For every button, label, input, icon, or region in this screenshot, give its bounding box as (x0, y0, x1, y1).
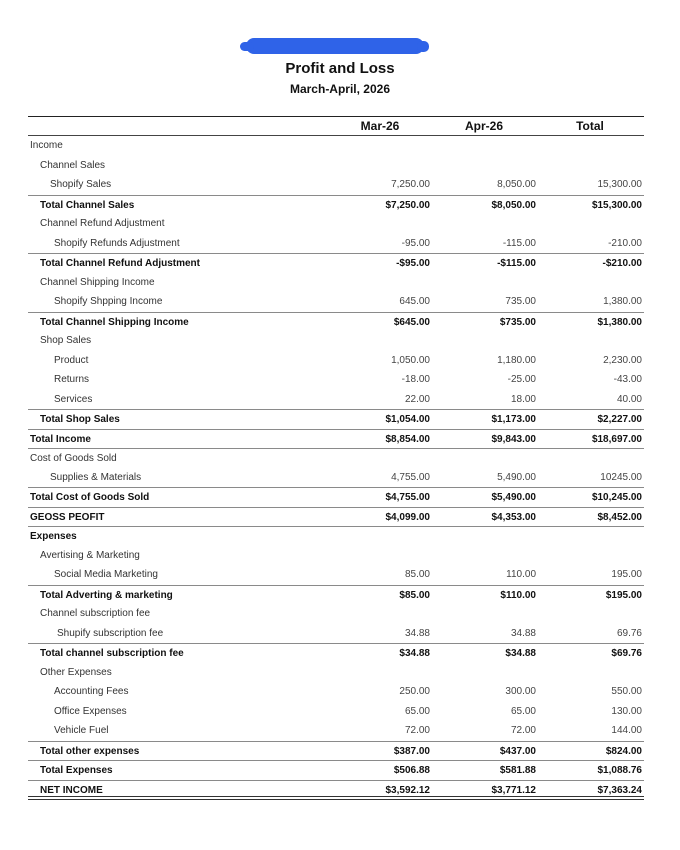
row-value-apr: -25.00 (507, 374, 536, 385)
row-value-mar: -$95.00 (396, 258, 430, 269)
redacted-company-name (246, 38, 424, 54)
table-row (28, 487, 644, 508)
row-label: Expenses (30, 531, 77, 542)
table-row (28, 741, 644, 762)
row-label: Product (54, 354, 89, 366)
row-label: Total Shop Sales (40, 414, 120, 425)
row-value-apr: $437.00 (499, 745, 536, 757)
row-value-apr: 1,180.00 (497, 354, 536, 366)
row-value-apr: $110.00 (500, 589, 536, 601)
table-row (28, 702, 644, 722)
row-value-apr: 34.88 (510, 627, 536, 639)
row-label: Accounting Fees (54, 686, 129, 697)
row-label: Other Expenses (40, 666, 112, 678)
row-value-apr: 18.00 (510, 393, 536, 405)
row-value-mar: $7,250.00 (385, 199, 430, 211)
row-value-apr: 300.00 (505, 686, 536, 697)
row-label: NET INCOME (40, 784, 103, 796)
row-value-total: 130.00 (611, 705, 642, 717)
row-value-mar: $387.00 (393, 745, 430, 757)
row-label: Office Expenses (54, 705, 127, 717)
row-label: Total channel subscription fee (40, 648, 184, 659)
row-value-apr: $5,490.00 (491, 492, 536, 503)
row-value-total: $18,697.00 (591, 433, 642, 445)
column-header-apr: Apr-26 (464, 119, 503, 133)
row-value-apr: $9,843.00 (491, 433, 536, 445)
table-row (28, 253, 644, 274)
row-label: Total Cost of Goods Sold (30, 492, 150, 503)
row-value-apr: $735.00 (499, 316, 536, 328)
row-value-mar: 1,050.00 (391, 354, 430, 366)
row-value-mar: 645.00 (399, 296, 430, 307)
row-value-total: $15,300.00 (591, 199, 642, 211)
report-title: Profit and Loss (285, 60, 395, 77)
row-value-total: 10245.00 (600, 471, 642, 483)
table-row (28, 448, 644, 469)
table-row (28, 175, 644, 195)
row-label: Total Channel Shipping Income (40, 316, 189, 328)
row-label: Shupify subscription fee (57, 627, 164, 639)
row-value-total: $8,452.00 (597, 511, 642, 523)
table-row (28, 721, 644, 741)
row-value-total: $824.00 (605, 745, 642, 757)
row-label: Income (30, 140, 63, 151)
net-income-double-rule (28, 796, 644, 797)
row-value-apr: 5,490.00 (497, 471, 536, 483)
row-value-apr: $1,173.00 (491, 414, 536, 425)
row-value-mar: $1,054.00 (385, 414, 430, 425)
table-row (28, 351, 644, 371)
row-label: Channel Shipping Income (40, 276, 155, 288)
row-label: Shopify Shpping Income (54, 296, 163, 307)
table-row (28, 292, 644, 312)
row-value-apr: -115.00 (502, 237, 536, 249)
row-value-mar: 4,755.00 (391, 471, 430, 483)
row-label: Shopify Sales (50, 179, 112, 190)
row-label: Shopify Refunds Adjustment (54, 237, 180, 249)
row-value-mar: 250.00 (399, 686, 430, 697)
row-value-mar: 72.00 (404, 725, 430, 736)
row-label: Total Channel Sales (40, 199, 135, 211)
row-value-apr: $581.88 (499, 765, 536, 776)
row-value-total: 40.00 (616, 393, 642, 405)
report-period: March-April, 2026 (289, 82, 391, 96)
row-value-total: -43.00 (613, 374, 642, 385)
row-label: Total Channel Refund Adjustment (40, 258, 200, 269)
table-row (28, 624, 644, 644)
net-income-double-rule-2 (28, 799, 644, 800)
row-label: Avertising & Marketing (40, 549, 140, 561)
table-row (28, 565, 644, 585)
row-value-apr: 110.00 (506, 569, 536, 580)
row-label: Shop Sales (40, 335, 92, 346)
row-value-apr: -$115.00 (497, 258, 536, 269)
row-label: Vehicle Fuel (54, 725, 109, 736)
row-label: Services (54, 393, 93, 405)
table-row (28, 136, 644, 156)
row-value-mar: $85.00 (399, 589, 430, 601)
row-value-apr: 72.00 (510, 725, 536, 736)
row-value-total: 1,380.00 (603, 296, 642, 307)
row-value-total: $195.00 (605, 589, 642, 601)
table-row (28, 370, 644, 390)
table-row (28, 682, 644, 702)
header-top-rule (28, 116, 644, 117)
table-row (28, 585, 644, 606)
row-value-apr: $34.88 (505, 648, 536, 659)
column-header-mar: Mar-26 (360, 119, 400, 133)
row-value-mar: -18.00 (401, 374, 430, 385)
row-value-apr: $8,050.00 (491, 199, 536, 211)
table-row (28, 214, 644, 234)
row-value-total: $1,088.76 (597, 765, 642, 776)
row-value-mar: 34.88 (404, 627, 430, 639)
row-value-mar: $506.88 (393, 765, 430, 776)
row-value-apr: $4,353.00 (491, 511, 536, 523)
table-row (28, 663, 644, 683)
table-row (28, 234, 644, 254)
row-value-mar: $34.88 (399, 648, 430, 659)
table-row (28, 604, 644, 624)
table-row (28, 390, 644, 410)
column-header-total: Total (576, 119, 604, 133)
row-value-apr: 735.00 (505, 296, 536, 307)
row-value-total: $2,227.00 (597, 414, 642, 425)
table-row (28, 507, 644, 528)
row-value-total: $69.76 (611, 648, 642, 659)
row-value-mar: 85.00 (404, 569, 430, 580)
row-label: Channel Sales (40, 159, 106, 171)
row-value-mar: 22.00 (404, 393, 430, 405)
row-value-mar: $4,755.00 (385, 492, 430, 503)
row-value-mar: 65.00 (404, 705, 430, 717)
table-row (28, 526, 644, 547)
table-row (28, 468, 644, 488)
row-label: Channel subscription fee (40, 608, 151, 619)
row-value-total: -210.00 (608, 237, 642, 249)
table-row (28, 429, 644, 450)
row-label: Total Expenses (40, 765, 113, 776)
row-label: Social Media Marketing (54, 569, 158, 580)
table-row (28, 409, 644, 430)
table-row (28, 273, 644, 293)
row-label: GEOSS PEOFIT (30, 511, 105, 523)
row-value-apr: $3,771.12 (491, 784, 536, 796)
row-value-mar: $4,099.00 (385, 511, 430, 523)
row-label: Cost of Goods Sold (30, 453, 117, 464)
row-value-total: 144.00 (611, 725, 642, 736)
row-label: Total other expenses (40, 745, 140, 757)
table-row (28, 195, 644, 216)
table-row (28, 643, 644, 664)
table-row (28, 760, 644, 781)
table-row (28, 331, 644, 351)
row-value-total: $1,380.00 (597, 316, 642, 328)
row-value-mar: $8,854.00 (385, 433, 430, 445)
row-value-mar: 7,250.00 (391, 179, 430, 190)
row-value-total: -$210.00 (602, 258, 642, 269)
row-label: Channel Refund Adjustment (40, 218, 165, 229)
row-value-total: 195.00 (611, 569, 642, 580)
row-value-mar: $3,592.12 (385, 784, 430, 796)
row-value-apr: 65.00 (510, 705, 536, 717)
row-value-mar: $645.00 (393, 316, 430, 328)
row-label: Returns (54, 374, 90, 385)
table-row (28, 312, 644, 333)
row-value-total: 15,300.00 (597, 179, 642, 190)
row-label: Total Adverting & marketing (40, 589, 173, 601)
row-value-mar: -95.00 (401, 237, 430, 249)
row-value-apr: 8,050.00 (497, 179, 536, 190)
row-value-total: 2,230.00 (603, 354, 642, 366)
row-value-total: $7,363.24 (597, 784, 642, 796)
table-row (28, 546, 644, 566)
row-label: Supplies & Materials (50, 471, 142, 483)
row-value-total: 550.00 (611, 686, 642, 697)
row-value-total: 69.76 (616, 627, 642, 639)
row-value-total: $10,245.00 (591, 492, 642, 503)
table-row (28, 156, 644, 176)
row-label: Total Income (30, 433, 91, 445)
